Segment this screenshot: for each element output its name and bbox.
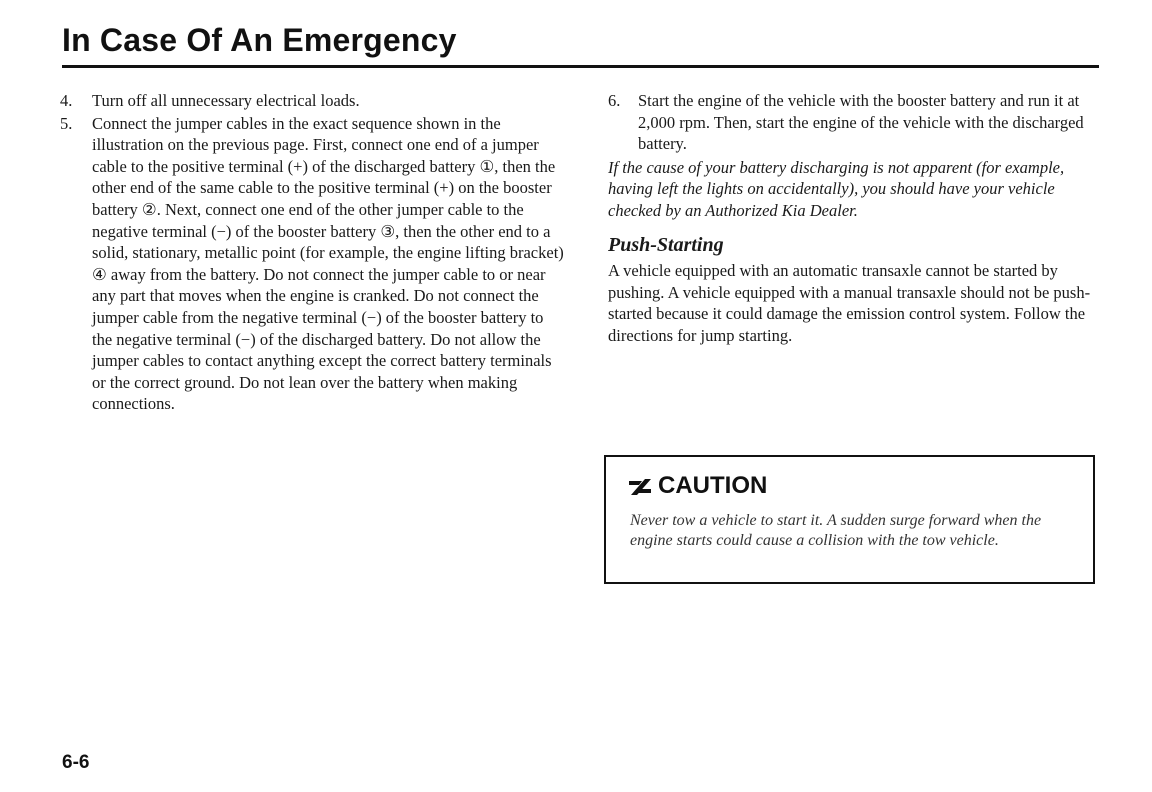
section-heading: Push-Starting [608, 233, 724, 256]
item-text: Start the engine of the vehicle with the booster battery and run it at 2,000 rpm. Then, start the engine of the vehicle with the discharged battery. [638, 91, 1084, 154]
list-item [608, 90, 1101, 155]
item-text: Turn off all unnecessary electrical loads. [92, 91, 360, 110]
list-item [60, 113, 565, 415]
section-text: A vehicle equipped with an automatic transaxle cannot be started by pushing. A vehicle equipped with a manual transaxle should not be push-started because it could damage the emission control system. Follow the directions for jump starting. [608, 261, 1091, 345]
caution-title: CAUTION [658, 472, 768, 499]
battery-note: If the cause of your battery discharging is not apparent (for example, having left the lights on accidentally), you should have your vehicle checked by an Authorized Kia Dealer. [608, 157, 1065, 220]
item-text: Connect the jumper cables in the exact sequence shown in the illustration on the previous page. First, connect one end of a jumper cable to the positive terminal (+) of the discharged battery ①, then the other end of the same cable to the positive terminal (+) on the booster battery ②. Next, connect one end of the other jumper cable to the negative terminal (−) of the booster battery ③, then the other end to a solid, stationary, metallic point (for example, the engine lifting bracket) ④ away from the battery. Do not connect the jumper cable to or near any part that moves when the engine is cranked. Do not connect the jumper cable from the negative terminal (−) of the booster battery to the negative terminal (−) of the discharged battery. Do not allow the jumper cables to contact anything except the correct battery terminals or the correct ground. Do not lean over the battery when making connections. [92, 113, 564, 414]
caution-slash-icon [628, 476, 652, 496]
page-number: 6-6 [62, 752, 90, 773]
title-rule [62, 65, 1099, 68]
left-column [60, 90, 565, 416]
list-item [60, 90, 565, 112]
right-column [608, 90, 1101, 347]
caution-text: Never tow a vehicle to start it. A sudden surge forward when the engine starts could cause a collision with the tow vehicle. [630, 512, 1042, 549]
item-number: 5. [60, 113, 73, 133]
caution-box [604, 455, 1095, 584]
item-number: 6. [608, 91, 621, 110]
page-title: In Case Of An Emergency [62, 22, 457, 58]
caution-header [628, 472, 767, 500]
item-number: 4. [60, 91, 73, 110]
